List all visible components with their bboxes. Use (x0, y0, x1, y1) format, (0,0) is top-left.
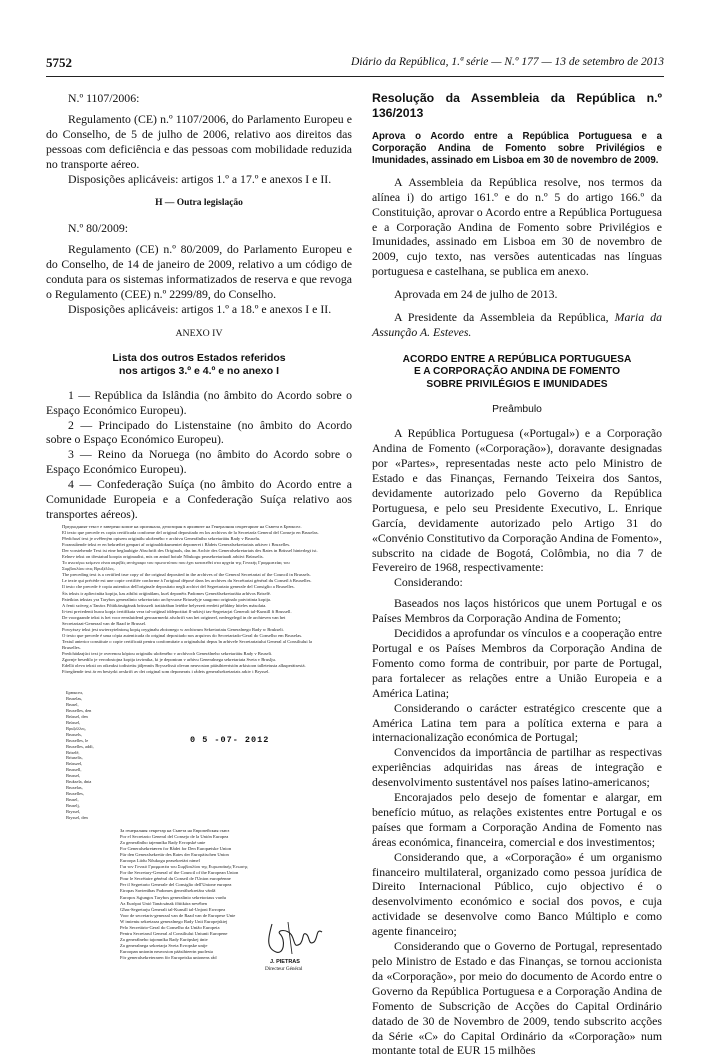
approval-date: Aprovada em 24 de julho de 2013. (394, 287, 558, 302)
header-rule (46, 76, 664, 77)
certificate-text: Предходният текст е заверено копие на оригинала, депозиран в архивите на Генералния секретариат на Съвета в Брюксел. El texto que precede es copia certificada conforme del original depositado en los archivos de la Secretaría General del Consejo en Bruselas. Předchozí text je ověřeným opisem originálu uloženého v archivu Generálního sekretariátu Rady v Bruselu. Foranstående tekst er en bekræftet genpart af originaldokumentet deponeret i Rådets Generalsekretariats arkiver i Bruxelles. Der vorstehende Text ist eine beglaubigte Abschrift des Originals, das im Archiv des Generalsekretariats des Rates in Brüssel hinterlegt ist. Eelnev tekst on tõestatud koopia originaalist, mis on antud hoiule Nõukogu peasekretariaadi arhiivi Brüsselis. Το ανωτέρω κείμενο είναι ακριβές αντίγραφο του πρωτοτύπου που έχει κατατεθεί στα αρχεία της Γενικής Γραμματείας του Συμβουλίου στις Βρυξέλλες. The preceding text is a certified true copy of the original deposited in the archives of the General Secretariat of the Council in Brussels. Le texte qui précède est une copie certifiée conforme à l'original déposé dans les archives du Secrétariat général du Conseil à Bruxelles. Il testo che precede è copia autentica dell'originale depositato negli archivi del Segretariato generale del Consiglio a Bruxelles. Šis teksts ir apliecināta kopija, kas atbilst oriģinālam, kurš deponēts Padomes Ģenerālsekretariāta arhīvos Briselē. Pateiktas tekstas yra Tarybos generalinio sekretoriato archyvuose Briuselyje saugomo originalo patvirtinta kopija. A fenti szöveg a Tanács Főtitkárságának brüsszeli irattárában letétbe helyezett eredeti példány hiteles másolata. It-test preċedenti huwa kopja ċertifikata vera tal-oriġinal iddepożitat fl-arkivji tas-Segretarjat Ġenerali tal-Kunsill fi Brussell. De voorgaande tekst is het voor eensluidend gewaarmerkt afschrift van het origineel, nedergelegd in de archieven van het Secretariaat-Generaal van de Raad te Brussel. Powyższy tekst jest uwierzytelnioną kopią oryginału złożonego w archiwum Sekretariatu Generalnego Rady w Brukseli. O texto que precede é uma cópia autenticada do original depositado nos arquivos do Secretariado-Geral do Conselho em Bruxelas. Textul anterior constituie o copie certificată pentru conformitate a originalului depus în arhivele Secretariatului General al Consiliului la Bruxelles. Predchádzajúci text je overenou kópiou originálu uloženého v archívoch Generálneho sekretariátu Rady v Bruseli. Zgornje besedilo je verodostojna kopija izvirnika, ki je deponiran v arhivu Generalnega sekretariata Sveta v Bruslju. Edellä oleva teksti on oikeaksi todistettu jäljennös Brysselissä olevan neuvoston pääsihteeristön arkistoon talletetusta alkuperäisestä. Föregående text är en bestyrkt avskrift av det original som deponerats i rådets generalsekretariats arkiv i Bryssel. (62, 524, 319, 675)
preamble-paragraph: Considerando: (394, 575, 463, 590)
annex-item: 3 — Reino da Noruega (no âmbito do Acordo sobre o Espaço Económico Europeu). (46, 447, 352, 477)
certificate-signature-block: За генералния секретар на Съвета на Европейския съюз Por el Secretario General del Consejo de la Unión Europea Za generálního tajemníka Rady Evropské unie For Generalsekretæren for Rådet for Den Europæiske Union Für den Generalsekretär des Rates der Europäischen Union Euroopa Liidu Nõukogu peasekretäri nimel Για τον Γενικό Γραμματέα του Συμβουλίου της Ευρωπαϊκής Ένωσης For the Secretary-General of the Council of the European Union Pour le Secrétaire général du Conseil de l'Union européenne Per il Segretario Generale del Consiglio dell'Unione europea Eiropas Savienības Padomes ģenerālsekretāra vārdā Europos Sąjungos Tarybos generalinio sekretoriaus vardu Az Európai Unió Tanácsának főtitkára nevében Għas-Segretarju Ġenerali tal-Kunsill tal-Unjoni Ewropea Voor de secretaris-generaal van de Raad van de Europese Unie W imieniu sekretarza generalnego Rady Unii Europejskiej Pelo Secretário-Geral do Conselho da União Europeia Pentru Secretarul General al Consiliului Uniunii Europene Za generálneho tajomníka Rady Európskej únie Za generalnega sekretarja Sveta Evropske unije Euroopan unionin neuvoston pääsihteerin puolesta För generalsekreteraren för Europeiska unionens råd (120, 828, 248, 960)
resolution-subtitle: Aprova o Acordo entre a República Portuguesa e a Corporação Andina de Fomento sobre Privilégios e Imunidades, assinado em Lisboa em 30 de novembro de 2009. (372, 130, 662, 166)
resolution-title: Resolução da Assembleia da República n.º 136/2013 (372, 91, 662, 120)
date-stamp: 0 5 -07- 2012 (190, 735, 270, 745)
preamble-paragraph: Baseados nos laços históricos que unem Portugal e os Países Membros da Corporação Andina de Fomento; (372, 596, 662, 626)
preamble-heading: Preâmbulo (492, 404, 542, 416)
president-signature: A Presidente da Assembleia da República, Maria da Assunção A. Esteves. (372, 310, 662, 339)
signer-title: Directeur Général (265, 966, 303, 972)
preamble-paragraph: Considerando que, a «Corporação» é um organismo financeiro multilateral, organizado como pessoa jurídica de Direito Internacional Público, cujo objectivo é o desenvolvimento económico e social dos povos, e cuja actividade se desenvolve como Banco Múltiplo e como agente financeiro; (372, 849, 662, 939)
regulation-1107: Regulamento (CE) n.º 1107/2006, do Parlamento Europeu e do Conselho, de 5 de julho de 2006, relativo aos direitos das pessoas com deficiência e das pessoas com mobilidade reduzida no transporte aéreo. (46, 111, 352, 171)
running-title: Diário da República, 1.ª série — N.º 177 — 13 de setembro de 2013 (351, 56, 664, 68)
preamble-paragraph: Convencidos da importância de partilhar as respectivas experiências adquiridas nas áreas de integração e desenvolvimento sustentável nos países latino-americanos; (372, 745, 662, 790)
preamble-paragraph: Considerando que o Governo de Portugal, representado pelo Ministro de Estado e das Finanças, se tornou accionista da «Corporação», por meio do documento de Acordo entre o Governo da República Portuguesa e a Corporação Andina de Fomento de Subscrição de Acções do Capital Ordinário datado de 30 de Novembro de 2009, tendo subscrito acções da Série «C» do Capital Ordinário da «Corporação» num montante total de EUR 15 milhões (372, 939, 662, 1058)
agreement-title: ACORDO ENTRE A REPÚBLICA PORTUGUESA E A CORPORAÇÃO ANDINA DE FOMENTO SOBRE PRIVILÉGIOS E IMUNIDADES (402, 353, 632, 390)
preamble-paragraph: Decididos a aprofundar os vínculos e a cooperação entre Portugal e os Países Membros da Corporação Andina de Fomento como forma de contribuir, por parte de Portugal, para fortalecer as relações entre a União Europeia e a América Latina; (372, 626, 662, 700)
annex-item: 4 — Confederação Suíça (no âmbito do Acordo entre a Comunidade Europeia e a Confederação Suíça relativo aos transportes aéreos). (46, 477, 352, 521)
handwritten-signature (258, 918, 328, 958)
provisions-1107: Disposições aplicáveis: artigos 1.º a 17.º e anexos I e II. (68, 171, 332, 186)
annex-title-line-1: Lista dos outros Estados referidos (112, 351, 286, 364)
reference-80: N.º 80/2009: (68, 221, 129, 236)
signer-name: J. PIETRAS (270, 959, 300, 965)
reference-1107: N.º 1107/2006: (68, 91, 140, 105)
annex-label: ANEXO IV (175, 327, 223, 339)
regulation-80: Regulamento (CE) n.º 80/2009, do Parlamento Europeu e do Conselho, de 14 de janeiro de 2009, relativo a um código de conduta para os sistemas informatizados de reserva e que revoga o Regulamento (CEE) n.º 2299/89, do Conselho. (46, 242, 352, 301)
preamble-paragraph: Encorajados pelo desejo de fomentar e alargar, em benefício mútuo, as relações existentes entre Portugal e os países que formam a Corporação Andina de Fomento nas áreas económica, financeira, comercial e dos investimentos; (372, 790, 662, 849)
page-number: 5752 (46, 55, 72, 70)
annex-title-line-2: nos artigos 3.º e 4.º e no anexo I (119, 364, 279, 377)
preamble-paragraph: Considerando o carácter estratégico crescente que a América Latina tem para a política externa e para a internacionalização económica de Portugal; (372, 700, 662, 745)
preamble-paragraph: A República Portuguesa («Portugal») e a Corporação Andina de Fomento («Corporação»), doravante designadas por «Partes», representadas neste acto pelo Ministro de Estado e das Finanças, Fernando Teixeira dos Santos, devidamente autorizado pelo Governo da República Portuguesa, e pelo seu Presidente Executivo, L. Enrique García, devidamente autorizado pelo Artigo 31 do «Convénio Constitutivo da Corporação Andina de Fomento», subscrito na cidade de Bogotá, Colômbia, no dia 7 de Fevereiro de 1968, respectivamente: (372, 426, 662, 575)
annex-title (46, 352, 352, 378)
annex-item: 2 — Principado do Listenstaine (no âmbito do Acordo sobre o Espaço Económico Europeu). (46, 417, 352, 447)
left-column (46, 91, 352, 522)
certificate-cities: Брюксел, Bruselas, Brusel, Bruxelles, den Brüssel, den Brüssel, Βρυξέλλες, Brussels, Bruxelles, le Bruxelles, addì, Briselē, Briuselis, Brüsszel, Brussell, Brussel, Bruksela, dnia Bruxelas, Bruxelles, Brusel, Bruselj, Bryssel, Bryssel, den (66, 690, 94, 821)
section-heading: H — Outra legislação (155, 198, 243, 209)
resolution-body: A Assembleia da República resolve, nos termos da alínea i) do artigo 161.º e do n.º 5 do artigo 166.º da Constituição, aprovar o Acordo entre a República Portuguesa e a Corporação Andina de Fomento sobre Privilégios e Imunidades, assinado em Lisboa em 30 de novembro de 2009, cujo texto, nas versões autenticadas nas línguas portuguesa e castelhana, se publica em anexo. (372, 174, 662, 279)
provisions-80: Disposições aplicáveis: artigos 1.º a 18.º e anexos I e II. (68, 301, 332, 316)
right-column (372, 91, 662, 1058)
annex-item: 1 — República da Islândia (no âmbito do Acordo sobre o Espaço Económico Europeu). (46, 387, 352, 417)
